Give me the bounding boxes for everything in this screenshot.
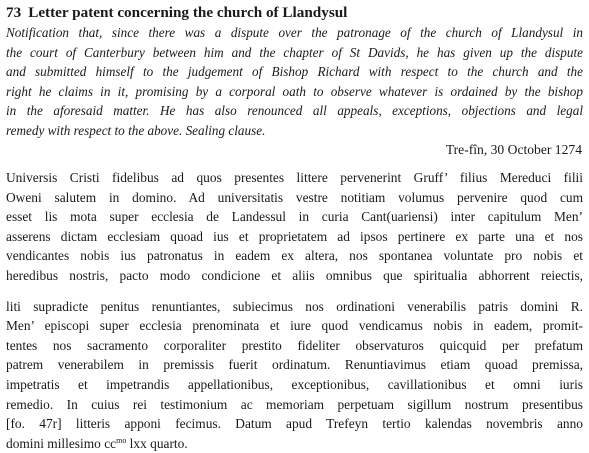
final-line-suffix: lxx quarto. xyxy=(126,435,188,451)
summary-line: the court of Canterbury between him and the chapter of St Davids, he has given up the dispute xyxy=(6,44,583,60)
entry-heading xyxy=(6,3,583,22)
summary-line: in the aforesaid matter. He has also renounced all appeals, exceptions, objections and legal xyxy=(6,103,583,118)
final-line-prefix: domini millesimo cc xyxy=(6,435,117,451)
document-page xyxy=(6,3,583,453)
text-line: tentes nos sacramento corporaliter prestito fideliter observaturos quicquid per prefatum xyxy=(6,337,583,353)
text-line: asserens dictam ecclesiam quoad ius et proprietatem ad ipsos pertinere ex parte una et nos xyxy=(6,228,583,244)
text-line: vendicantes nobis ius patronatus in eadem ex altera, nos spontanea voluntate pro nobis et xyxy=(6,248,583,264)
final-line-superscript: mo xyxy=(116,435,127,445)
text-line: patrem venerabilem in premissis fuerit ordinatum. Renuntiavimus etiam quoad premissa, xyxy=(6,357,583,373)
text-line: [fo. 47r] litteris apponi fecimus. Datum apud Trefeyn tertio kalendas novembris anno xyxy=(6,416,583,432)
summary-line: Notification that, since there was a dispute over the patronage of the church of Llandysul in xyxy=(6,25,583,40)
summary-line: right he claims in it, promising by a corporal oath to observe whatever is ordained by the bishop xyxy=(6,83,583,99)
latin-text-paragraph-2 xyxy=(6,297,583,453)
place-date: Tre-fîn, 30 October 1274 xyxy=(445,142,582,157)
text-line: liti supradicte penitus renuntiantes, subiecimus nos ordinationi venerabilis patris domini R. xyxy=(6,298,583,314)
latin-text-paragraph-1 xyxy=(6,168,583,286)
text-line: esset lis mota super ecclesia de Landessul in curia Cant(uariensi) inter capitulum Men’ xyxy=(6,209,583,225)
final-text-line xyxy=(6,434,583,453)
summary-line: and submitted himself to the judgement of Bishop Richard with respect to the church and the xyxy=(6,64,583,79)
summary-line: remedy with respect to the above. Sealing clause. xyxy=(6,122,266,138)
entry-number: 73 xyxy=(6,4,22,21)
entry-title: Letter patent concerning the church of Llandysul xyxy=(28,4,348,21)
text-line: impetratis et impetrandis appellationibus, exceptionibus, cavillationibus et omni iuris xyxy=(6,376,583,392)
calendar-summary xyxy=(6,23,583,140)
text-line: Universis Cristi fidelibus ad quos presentes littere pervenerint Gruff’ filius Mereduci filii xyxy=(6,170,583,185)
text-line: Oweni salutem in domino. Ad universitatis vestre notitiam volumus pervenire quod cum xyxy=(6,189,583,205)
text-line: Men’ episcopi super ecclesia prenominata et iure quod vendicamus nobis in eadem, promit- xyxy=(6,318,583,334)
text-line: heredibus nostris, pacto modo condicione et aliis omnibus que spiritualia abhorrent reiectis, xyxy=(6,267,583,283)
text-line: remedio. In cuius rei testimonium ac memoriam perpetuam sigillum nostrum presentibus xyxy=(6,396,583,412)
